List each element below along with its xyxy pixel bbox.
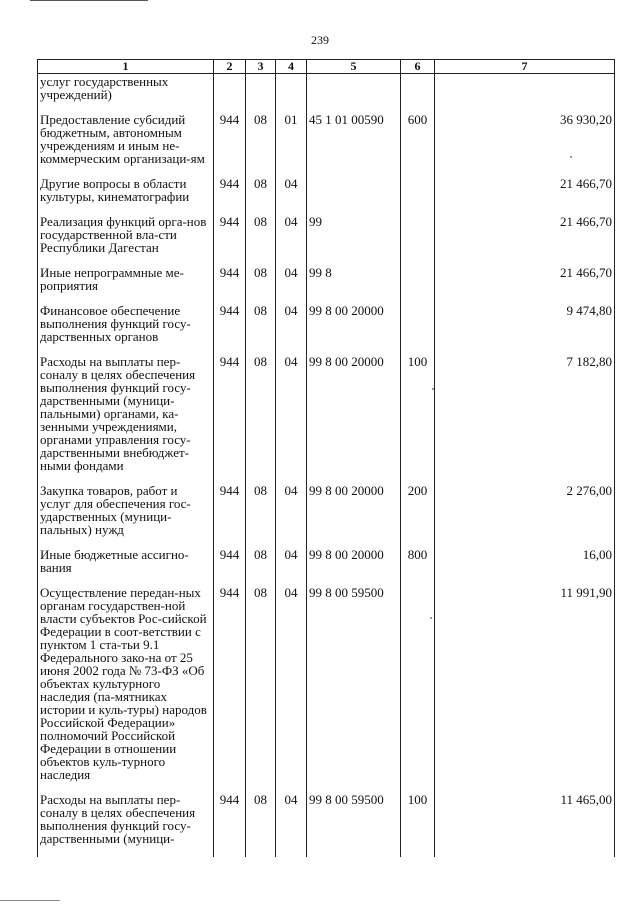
row-subsection: 04 — [276, 355, 307, 484]
row-section: 08 — [246, 548, 276, 586]
row-target-article — [307, 177, 401, 215]
row-expense-type: 600 — [401, 113, 435, 177]
scan-speck — [430, 617, 432, 619]
row-target-article: 99 8 00 59500 — [307, 586, 401, 793]
table-row — [38, 215, 615, 266]
table-row — [38, 586, 615, 793]
row-admin-code: 944 — [214, 266, 246, 304]
row-admin-code: 944 — [214, 215, 246, 266]
row-name: Осуществление передан-ных органам государствен-ной власти субъектов Рос-сийской Федерации в соот-ветствии с пунктом 1 ста-тьи 9.1 Федерального зако-на от 25 июня 2002 года № 73-ФЗ «Об объектах культурного наследия (па-мятниках истории и куль-туры) народов Российской Федерации» полномочий Российской Федерации в отношении объектов куль-турного наследия — [38, 586, 214, 793]
col-header-1: 1 — [38, 60, 214, 74]
row-expense-type — [401, 74, 435, 114]
row-section: 08 — [246, 215, 276, 266]
row-subsection: 04 — [276, 548, 307, 586]
row-section: 08 — [246, 177, 276, 215]
table-row — [38, 74, 615, 114]
row-subsection: 04 — [276, 266, 307, 304]
row-section: 08 — [246, 793, 276, 857]
row-name: услуг государственных учреждений) — [38, 74, 214, 114]
table-row — [38, 793, 615, 857]
row-admin-code: 944 — [214, 484, 246, 548]
scan-speck — [570, 156, 572, 158]
row-amount: 11 465,00 — [435, 793, 615, 857]
col-header-4: 4 — [276, 60, 307, 74]
row-expense-type — [401, 304, 435, 355]
row-expense-type — [401, 266, 435, 304]
table-row — [38, 484, 615, 548]
row-subsection: 04 — [276, 304, 307, 355]
row-expense-type: 800 — [401, 548, 435, 586]
row-amount: 21 466,70 — [435, 177, 615, 215]
table-row — [38, 266, 615, 304]
row-admin-code — [214, 74, 246, 114]
row-section: 08 — [246, 586, 276, 793]
row-subsection: 04 — [276, 484, 307, 548]
col-header-7: 7 — [435, 60, 615, 74]
row-admin-code: 944 — [214, 113, 246, 177]
row-section: 08 — [246, 484, 276, 548]
row-target-article: 99 8 00 20000 — [307, 548, 401, 586]
budget-table — [37, 59, 615, 857]
row-name: Другие вопросы в области культуры, кинематографии — [38, 177, 214, 215]
row-admin-code: 944 — [214, 304, 246, 355]
row-target-article: 99 8 00 20000 — [307, 484, 401, 548]
row-expense-type: 100 — [401, 793, 435, 857]
col-header-5: 5 — [307, 60, 401, 74]
row-name: Финансовое обеспечение выполнения функций госу-дарственных органов — [38, 304, 214, 355]
row-target-article: 99 — [307, 215, 401, 266]
row-admin-code: 944 — [214, 548, 246, 586]
row-amount: 9 474,80 — [435, 304, 615, 355]
row-section: 08 — [246, 304, 276, 355]
table-body — [38, 74, 615, 858]
table-row — [38, 177, 615, 215]
row-name: Реализация функций орга-нов государственной вла-сти Республики Дагестан — [38, 215, 214, 266]
row-subsection: 01 — [276, 113, 307, 177]
row-admin-code: 944 — [214, 586, 246, 793]
row-amount: 2 276,00 — [435, 484, 615, 548]
row-target-article: 99 8 — [307, 266, 401, 304]
page-number: 239 — [311, 33, 329, 47]
row-section: 08 — [246, 266, 276, 304]
row-amount: 21 466,70 — [435, 215, 615, 266]
row-target-article: 45 1 01 00590 — [307, 113, 401, 177]
row-name: Иные непрограммные ме-роприятия — [38, 266, 214, 304]
row-amount: 36 930,20 — [435, 113, 615, 177]
row-target-article: 99 8 00 59500 — [307, 793, 401, 857]
table-row — [38, 304, 615, 355]
row-name: Расходы на выплаты пер-соналу в целях обеспечения выполнения функций госу-дарственными (муници- — [38, 793, 214, 857]
footer-mark — [0, 900, 60, 901]
col-header-2: 2 — [214, 60, 246, 74]
col-header-3: 3 — [246, 60, 276, 74]
row-admin-code: 944 — [214, 793, 246, 857]
row-name: Предоставление субсидий бюджетным, автономным учреждениям и иным не-коммерческим организаци-ям — [38, 113, 214, 177]
table-header-row — [38, 60, 615, 74]
header-rule — [30, 0, 148, 1]
row-amount — [435, 74, 615, 114]
table-header — [38, 60, 615, 74]
scan-speck — [432, 388, 434, 390]
row-subsection: 04 — [276, 793, 307, 857]
row-admin-code: 944 — [214, 177, 246, 215]
row-expense-type: 200 — [401, 484, 435, 548]
col-header-6: 6 — [401, 60, 435, 74]
row-amount: 7 182,80 — [435, 355, 615, 484]
row-name: Закупка товаров, работ и услуг для обеспечения гос-ударственных (муници-пальных) нужд — [38, 484, 214, 548]
row-target-article — [307, 74, 401, 114]
row-amount: 11 991,90 — [435, 586, 615, 793]
row-subsection: 04 — [276, 177, 307, 215]
row-subsection: 04 — [276, 586, 307, 793]
row-amount: 16,00 — [435, 548, 615, 586]
row-admin-code: 944 — [214, 355, 246, 484]
row-section: 08 — [246, 355, 276, 484]
row-expense-type — [401, 215, 435, 266]
row-target-article: 99 8 00 20000 — [307, 355, 401, 484]
table-row — [38, 355, 615, 484]
row-name: Иные бюджетные ассигно-вания — [38, 548, 214, 586]
row-name: Расходы на выплаты пер-соналу в целях обеспечения выполнения функций госу-дарственными (муници-пальными) органами, ка-зенными учреждениями, органами управления госу-дарственными внебюджет-ными фондами — [38, 355, 214, 484]
row-expense-type — [401, 177, 435, 215]
row-subsection: 04 — [276, 215, 307, 266]
row-subsection — [276, 74, 307, 114]
table-row — [38, 113, 615, 177]
row-section — [246, 74, 276, 114]
row-target-article: 99 8 00 20000 — [307, 304, 401, 355]
row-section: 08 — [246, 113, 276, 177]
row-expense-type: 100 — [401, 355, 435, 484]
table-row — [38, 548, 615, 586]
row-amount: 21 466,70 — [435, 266, 615, 304]
